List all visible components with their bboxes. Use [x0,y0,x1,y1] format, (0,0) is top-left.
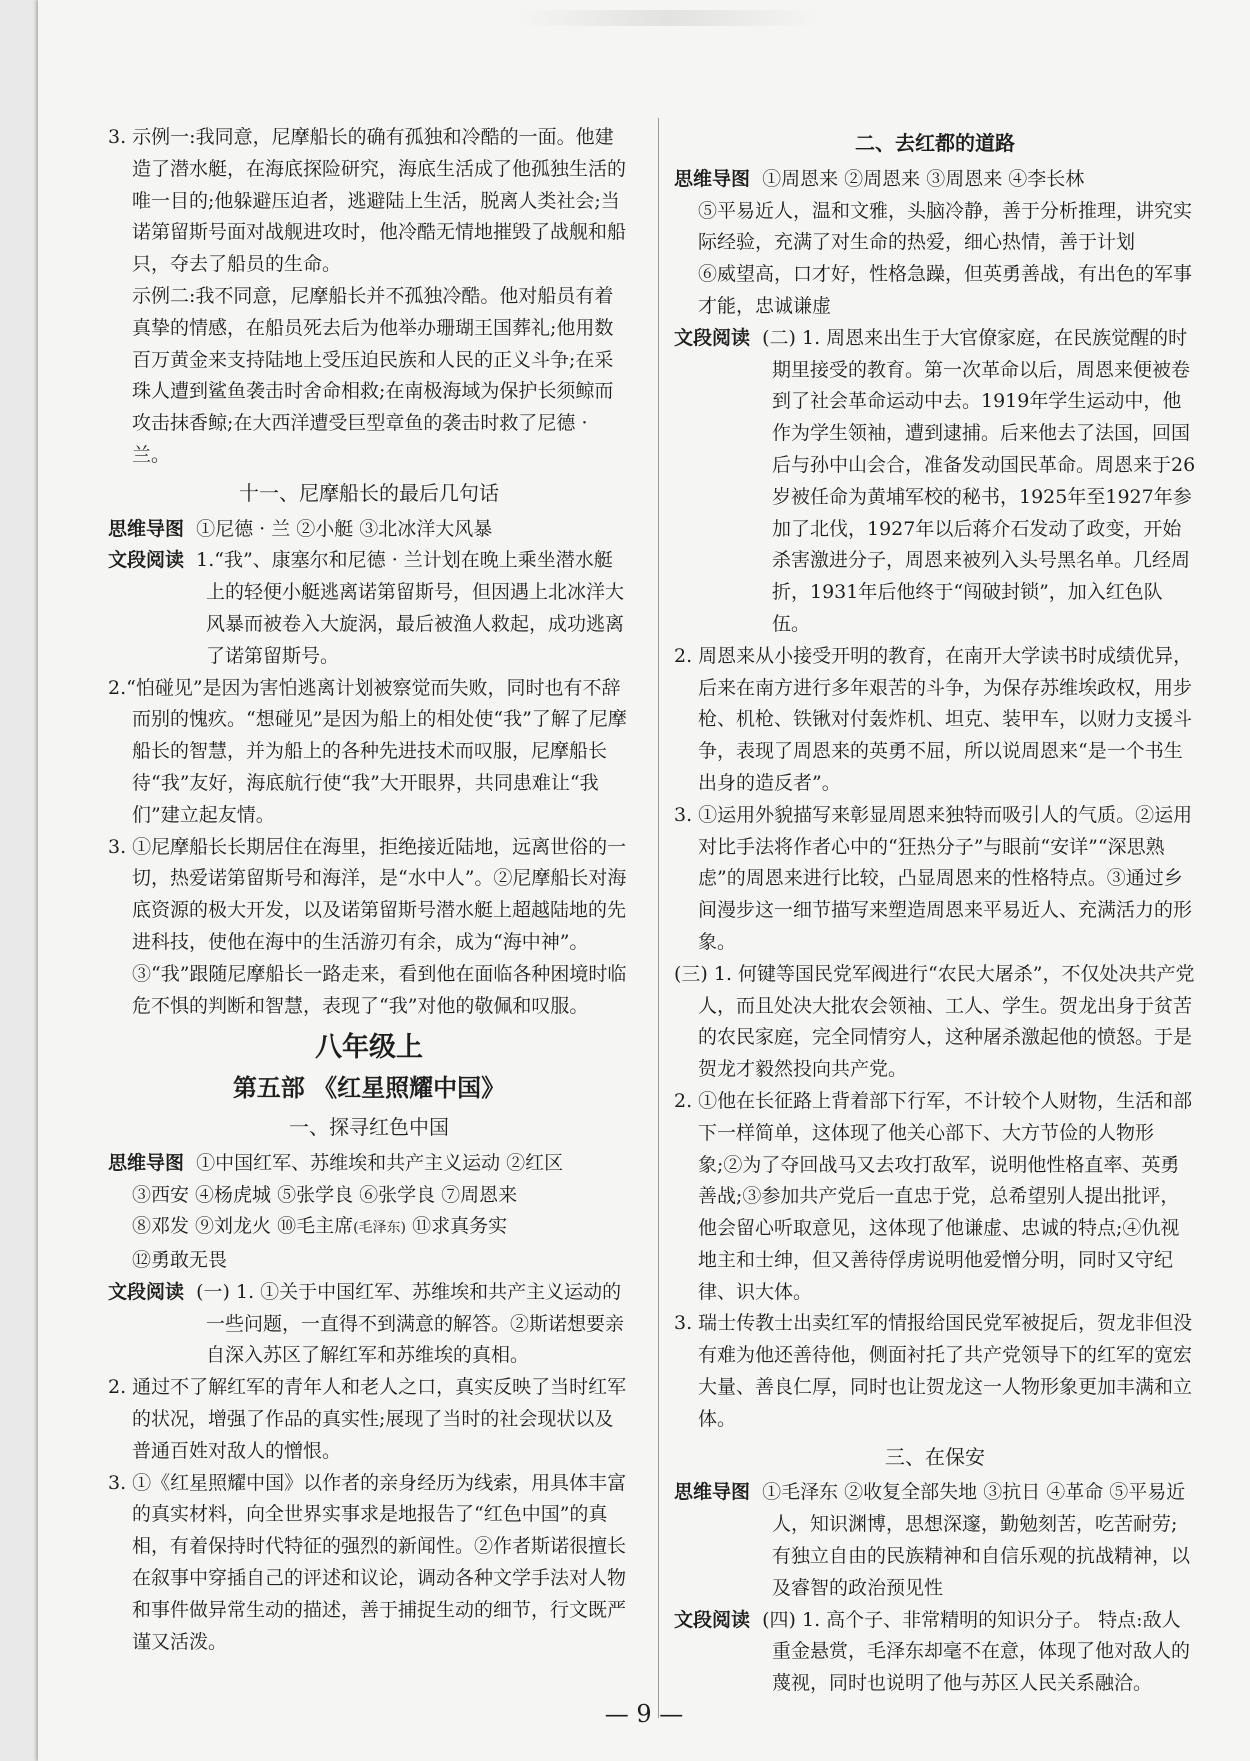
reading-2-q3: 3. ①运用外貌描写来彰显周恩来独特而吸引人的气质。②运用对比手法将作者心中的“狂热分子”与眼前“安详”“深思熟虑”的周恩来进行比较，凸显周恩来的性格特点。③通过乡间漫步这一细节描写来塑造周恩来平易近人、充满活力的形象。 [674,803,1193,953]
reading-3-q3: 3. 瑞士传教士出卖红军的情报给国民党军被捉后，贺龙非但没有难为他还善待他，侧面衬托了共产党领导下的红军的宽宏大量、善良仁厚，同时也让贺龙这一人物形象更加丰满和立体。 [674,1312,1193,1430]
mindmap-1-note: (毛泽东) [353,1220,407,1237]
right-column [674,122,1196,1700]
mindmap-label: 思维导图 [108,517,185,540]
reading-2-q1 [674,323,1196,641]
mindmap-3-content: ①毛泽东 ②收复全部失地 ③抗日 ④革命 ⑤平易近人，知识渊博，思想深邃，勤勉刻苦，吃苦耐劳;有独立自由的民族精神和自信乐观的抗战精神，以及睿智的政治预见性 [762,1481,1191,1599]
reading-label: 文段阅读 [108,549,185,572]
reading-1-q3: 3. ①《红星照耀中国》以作者的亲身经历为线索，用具体丰富的真实材料，向全世界实事求是地报告了“红色中国”的真相，有着保持时代特征的强烈的新闻性。②作者斯诺很擅长在叙事中穿插自己的评述和议论，调动各种文学手法对人物和事件做异常生动的描述，善于捕捉生动的细节，行文既严谨又活泼。 [108,1471,627,1653]
reading-label: 文段阅读 [674,1608,751,1631]
mindmap-11 [108,514,630,546]
reading-4-q1-text: (四) 1. 高个子、非常精明的知识分子。 特点:敌人重金悬赏，毛泽东却毫不在意，体现了他对敌人的蔑视，同时也说明了他与苏区人民关系融洽。 [762,1608,1191,1695]
reading-2-q2: 2. 周恩来从小接受开明的教育，在南开大学读书时成绩优异，后来在南方进行多年艰苦的斗争，为保存苏维埃政权，用步枪、机枪、铁锹对付轰炸机、坦克、装甲车，以财力支援斗争，表现了周恩来的英勇不屈，所以说周恩来“是一个书生出身的造反者”。 [674,644,1193,794]
mindmap-2-line-c: ⑥威望高，口才好，性格急躁，但英勇善战，有出色的军事才能，忠诚谦虚 [698,263,1193,317]
part-heading: 第五部 《红星照耀中国》 [232,1073,506,1103]
mindmap-1-line-c-text: ⑧邓发 ⑨刘龙火 ⑩毛主席 [132,1215,354,1238]
reading-11-q2: 2.“怕碰见”是因为害怕逃离计划被察觉而失败，同时也有不辞而别的愧疚。“想碰见”是因为船上的相处使“我”了解了尼摩船长的智慧，并为船上的各种先进技术而叹服，尼摩船长待“我”友好，海底航行使“我”大开眼界，共同患难让“我们”建立起友情。 [108,676,627,826]
mindmap-2-line-b: ⑤平易近人，温和文雅，头脑冷静，善于分析推理，讲究实际经验，充满了对生命的热爱，细心热情，善于计划 [698,199,1193,254]
mindmap-label: 思维导图 [674,1481,751,1504]
page [38,0,1250,1761]
reading-label: 文段阅读 [674,326,751,349]
page-number: — 9 — [604,1700,684,1728]
reading-3-q1: (三) 1. 何键等国民党军阀进行“农民大屠杀”，不仅处决共产党人，而且处决大批农会领袖、工人、学生。贺龙出身于贫苦的农民家庭，完全同情穷人，这种屠杀激起他的愤怒。于是贺龙才毅然投向共产党。 [674,962,1195,1081]
grade-heading: 八年级上 [315,1032,423,1064]
mindmap-2-line-a: ①周恩来 ②周恩来 ③周恩来 ④李长林 [762,167,1085,190]
mindmap-3 [674,1477,1196,1604]
left-column [108,122,630,1658]
reading-1-q1-text: (一) 1. ①关于中国红军、苏维埃和共产主义运动的一些问题，一直得不到满意的解答。②斯诺想要亲自深入苏区了解红军和苏维埃的真相。 [196,1280,625,1367]
mindmap-11-content: ①尼德 · 兰 ②小艇 ③北冰洋大风暴 [196,517,493,540]
mindmap-label: 思维导图 [108,1151,185,1174]
reading-3-q2: 2. ①他在长征路上背着部下行军，不计较个人财物，生活和部下一样简单，这体现了他关心部下、大方节俭的人物形象;②为了夺回战马又去攻打敌军，说明他性格直率、英勇善战;③参加共产党后一直忠于党，总希望别人提出批评，他会留心听取意见，这体现了他谦虚、忠诚的特点;④仇视地主和士绅，但又善待俘虏说明他爱憎分明，同时又守纪律、识大体。 [674,1089,1193,1303]
mindmap-1-line-d: ⑫勇敢无畏 [132,1249,228,1272]
reading-label: 文段阅读 [108,1280,185,1303]
mindmap-1 [108,1148,630,1180]
answer-3-example-2: 示例二:我不同意，尼摩船长并不孤独冷酷。他对船员有着真挚的情感，在船员死去后为他举办珊瑚王国葬礼;他用数百万黄金来支持陆地上受压迫民族和人民的正义斗争;在采珠人遭到鲨鱼袭击时舍命相救;在南极海域为保护长须鲸而攻击抹香鲸;在大西洋遭受巨型章鱼的袭击时救了尼德 · 兰。 [132,284,614,466]
section-heading-2: 二、去红都的道路 [855,131,1015,155]
reading-2-q1-text: (二) 1. 周恩来出生于大官僚家庭，在民族觉醒的时期里接受的教育。第一次革命以后，周恩来便被卷到了社会革命运动中去。1919年学生运动中，他作为学生领袖，遭到逮捕。后来他去了法国，回国后与孙中山会合，准备发动国民革命。周恩来于26岁被任命为黄埔军校的秘书，1925年至1927年参加了北伐，1927年以后蒋介石发动了政变，开始杀害激进分子，周恩来被列入头号黑名单。几经周折，1931年后他终于“闯破封锁”，加入红色队伍。 [762,326,1196,635]
mindmap-2 [674,164,1196,196]
mindmap-1-line-a: ①中国红军、苏维埃和共产主义运动 ②红区 [196,1151,564,1174]
mindmap-1-line-b: ③西安 ④杨虎城 ⑤张学良 ⑥张学良 ⑦周恩来 [132,1183,518,1206]
mindmap-label: 思维导图 [674,167,751,190]
section-heading-11: 十一、尼摩船长的最后几句话 [239,480,499,505]
reading-11-q3: 3. ①尼摩船长长期居住在海里，拒绝接近陆地，远离世俗的一切，热爱诺第留斯号和海洋，是“水中人”。②尼摩船长对海底资源的极大开发，以及诺第留斯号潜水艇上超越陆地的先进科技，使他在海中的生活游刃有余，成为“海中神”。③“我”跟随尼摩船长一路走来，看到他在面临各种困境时临危不惧的判断和智慧，表现了“我”对他的敬佩和叹服。 [108,835,627,1017]
section-heading-1: 一、探寻红色中国 [289,1114,449,1139]
scan-edge-mark [518,10,818,26]
reading-1-q1 [108,1277,630,1372]
column-divider [658,118,659,1718]
mindmap-1-line-c-tail: ⑪求真务实 [406,1215,508,1238]
reading-11-q1-text: 1.“我”、康塞尔和尼德 · 兰计划在晚上乘坐潜水艇上的轻便小艇逃离诺第留斯号，但因遇上北冰洋大风暴而被卷入大旋涡，最后被渔人救起，成功逃离了诺第留斯号。 [196,549,625,667]
reading-1-q2: 2. 通过不了解红军的青年人和老人之口，真实反映了当时红军的状况，增强了作品的真实性;展现了当时的社会现状以及普通百姓对敌人的憎恨。 [108,1376,627,1462]
reading-11-q1 [108,545,630,672]
mindmap-1-line-c [108,1211,630,1245]
section-heading-3: 三、在保安 [885,1444,985,1469]
reading-4-q1 [674,1605,1196,1700]
answer-3-example-1: 3. 示例一:我同意，尼摩船长的确有孤独和冷酷的一面。他建造了潜水艇，在海底探险研究，海底生活成了他孤独生活的唯一目的;他躲避压迫者，逃避陆上生活，脱离人类社会;当诺第留斯号面对战舰进攻时，他冷酷无情地摧毁了战舰和船只，夺去了船员的生命。 [108,126,627,276]
